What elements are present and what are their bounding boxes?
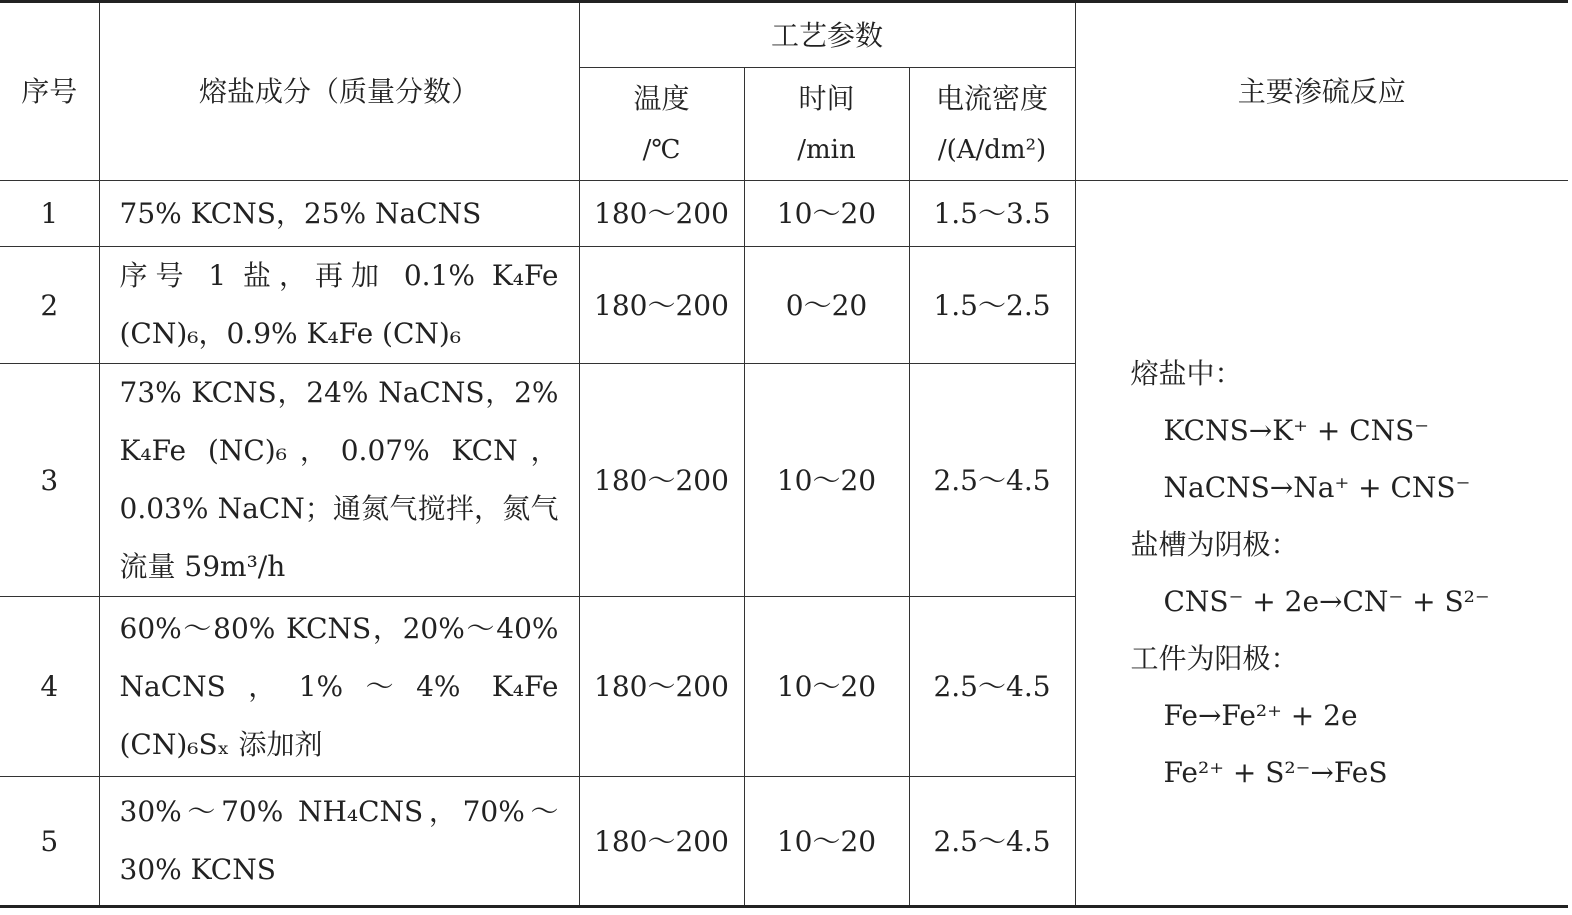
- header-row-top: [0, 2, 1568, 68]
- row-time: 10～20: [744, 597, 909, 777]
- row-time: 0～20: [744, 247, 909, 364]
- row-time: 10～20: [744, 181, 909, 247]
- reaction-heading: 熔盐中：: [1130, 357, 1243, 390]
- row-composition: 73% KCNS，24% NaCNS，2% K₄Fe (NC)₆，0.07% KCN，0.03% NaCN；通氮气搅拌，氮气流量 59m³/h: [99, 364, 579, 597]
- header-temperature-label: 温度: [633, 82, 690, 116]
- row-index: 2: [0, 247, 99, 364]
- row-current-density: 2.5～4.5: [909, 597, 1075, 777]
- reaction-equation: CNS⁻ + 2e→CN⁻ + S²⁻: [1163, 585, 1490, 618]
- reaction-cell: [1075, 181, 1568, 907]
- header-current-label: 电流密度: [935, 82, 1048, 116]
- row-composition: 序号 1 盐，再加 0.1% K₄Fe (CN)₆，0.9% K₄Fe (CN)₆: [99, 247, 579, 364]
- reaction-equation: Fe→Fe²⁺ + 2e: [1163, 699, 1358, 732]
- row-index: 4: [0, 597, 99, 777]
- row-temperature: 180～200: [579, 181, 744, 247]
- row-index: 3: [0, 364, 99, 597]
- header-temperature-unit: /℃: [642, 135, 681, 166]
- row-current-density: 1.5～2.5: [909, 247, 1075, 364]
- header-time: [744, 68, 909, 181]
- table-row: [0, 181, 1568, 247]
- row-index: 1: [0, 181, 99, 247]
- reaction-equation: NaCNS→Na⁺ + CNS⁻: [1163, 471, 1471, 504]
- row-current-density: 2.5～4.5: [909, 364, 1075, 597]
- row-current-density: 1.5～3.5: [909, 181, 1075, 247]
- header-time-unit: /min: [797, 135, 856, 166]
- header-current-unit: /(A/dm²): [937, 135, 1047, 166]
- header-current-density: [909, 68, 1075, 181]
- row-time: 10～20: [744, 364, 909, 597]
- header-temperature: [579, 68, 744, 181]
- header-reaction: 主要渗硫反应: [1075, 2, 1568, 181]
- row-composition: 60%～80% KCNS，20%～40% NaCNS，1%～4% K₄Fe (CN)₆Sₓ 添加剂: [99, 597, 579, 777]
- row-temperature: 180～200: [579, 597, 744, 777]
- header-time-label: 时间: [798, 82, 855, 116]
- header-index: 序号: [0, 2, 99, 181]
- row-current-density: 2.5～4.5: [909, 777, 1075, 907]
- row-temperature: 180～200: [579, 247, 744, 364]
- row-index: 5: [0, 777, 99, 907]
- header-composition: 熔盐成分（质量分数）: [99, 2, 579, 181]
- reaction-heading: 工件为阳极：: [1130, 642, 1299, 675]
- reaction-heading: 盐槽为阴极：: [1130, 528, 1299, 561]
- reaction-equation: Fe²⁺ + S²⁻→FeS: [1163, 756, 1388, 789]
- row-temperature: 180～200: [579, 364, 744, 597]
- reaction-equation: KCNS→K⁺ + CNS⁻: [1163, 414, 1430, 447]
- row-composition: 75% KCNS，25% NaCNS: [99, 181, 579, 247]
- header-process-params: 工艺参数: [579, 2, 1075, 68]
- row-temperature: 180～200: [579, 777, 744, 907]
- row-composition: 30%～70% NH₄CNS，70%～30% KCNS: [99, 777, 579, 907]
- row-time: 10～20: [744, 777, 909, 907]
